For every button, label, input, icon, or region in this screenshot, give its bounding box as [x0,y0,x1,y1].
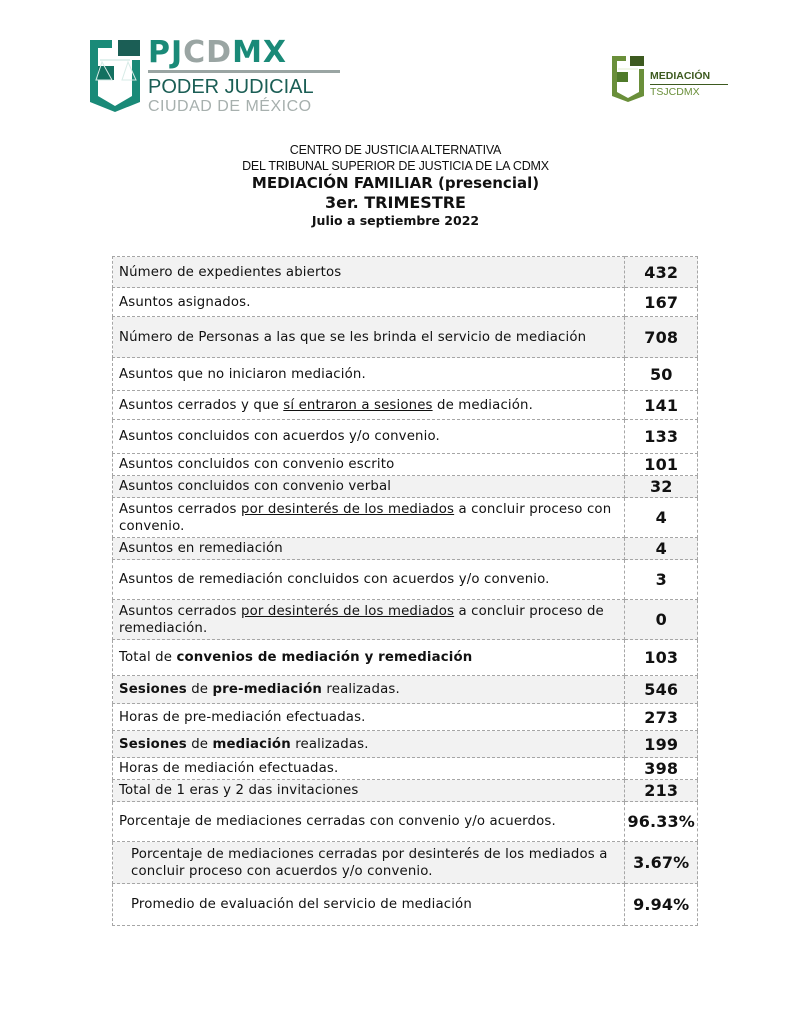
row-label: Total de 1 eras y 2 das invitaciones [113,780,625,802]
table-row [113,600,698,640]
row-label: Número de Personas a las que se les brinda el servicio de mediación [113,317,625,358]
document-header [0,142,791,229]
logo-subtitle: TSJCDMX [650,86,700,98]
table-row [113,317,698,358]
table-row [113,640,698,676]
table-row [113,288,698,317]
row-label: Sesiones de pre-mediación realizadas. [113,676,625,704]
row-value: 398 [625,758,698,780]
row-label: Asuntos en remediación [113,538,625,560]
row-value: 141 [625,391,698,420]
bold-phrase: convenios de mediación y remediación [176,650,473,665]
header-line-2: DEL TRIBUNAL SUPERIOR DE JUSTICIA DE LA CDMX [242,159,549,173]
row-value: 273 [625,704,698,731]
pjcdmx-logo [90,35,320,118]
underlined-phrase: sí entraron a sesiones [283,397,433,413]
institution-name: PODER JUDICIAL [148,76,314,98]
row-value: 0 [625,600,698,640]
row-label: Porcentaje de mediaciones cerradas con convenio y/o acuerdos. [113,802,625,842]
row-value: 103 [625,640,698,676]
row-value: 546 [625,676,698,704]
statistics-table [112,256,698,926]
row-label: Porcentaje de mediaciones cerradas por desinterés de los mediados a concluir proceso con acuerdos y/o convenio. [113,842,625,884]
table-row [113,498,698,538]
table-row [113,391,698,420]
row-value: 3 [625,560,698,600]
row-label: Asuntos concluidos con acuerdos y/o convenio. [113,420,625,454]
row-value: 133 [625,420,698,454]
row-label: Asuntos cerrados por desinterés de los mediados a concluir proceso con convenio. [113,498,625,538]
row-value: 4 [625,538,698,560]
document-title: MEDIACIÓN FAMILIAR (presencial) [251,174,540,192]
row-label: Sesiones de mediación realizadas. [113,731,625,758]
table-row [113,842,698,884]
table-row [113,560,698,600]
row-value: 167 [625,288,698,317]
row-value: 9.94% [625,884,698,926]
table-row [113,704,698,731]
institution-city: CIUDAD DE MÉXICO [148,98,312,115]
row-label: Asuntos de remediación concluidos con acuerdos y/o convenio. [113,560,625,600]
row-label: Asuntos concluidos con convenio escrito [113,454,625,476]
row-label: Asuntos asignados. [113,288,625,317]
table-row [113,257,698,288]
row-label: Asuntos cerrados por desinterés de los mediados a concluir proceso de remediación. [113,600,625,640]
row-label: Asuntos que no iniciaron mediación. [113,358,625,391]
row-value: 32 [625,476,698,498]
table-row [113,676,698,704]
row-value: 4 [625,498,698,538]
row-label: Promedio de evaluación del servicio de mediación [113,884,625,926]
row-value: 199 [625,731,698,758]
logo-divider [650,84,728,85]
header-line-1: CENTRO DE JUSTICIA ALTERNATIVA [289,143,502,157]
row-value: 96.33% [625,802,698,842]
row-value: 213 [625,780,698,802]
date-range: Julio a septiembre 2022 [311,213,480,228]
row-value: 101 [625,454,698,476]
table-row [113,454,698,476]
table-row [113,802,698,842]
row-label: Número de expedientes abiertos [113,257,625,288]
row-label: Horas de mediación efectuadas. [113,758,625,780]
underlined-phrase: por desinterés de los mediados [241,603,455,619]
row-label: Horas de pre-mediación efectuadas. [113,704,625,731]
table-row [113,358,698,391]
row-value: 708 [625,317,698,358]
period-title: 3er. TRIMESTRE [325,193,466,212]
scales-of-justice-shield-icon [90,40,140,112]
underlined-phrase: por desinterés de los mediados [241,501,455,517]
mediacion-tsjcdmx-logo [612,56,732,104]
row-label: Asuntos cerrados y que sí entraron a sesiones de mediación. [113,391,625,420]
table-row [113,731,698,758]
row-label: Total de convenios de mediación y remediación [113,640,625,676]
row-value: 3.67% [625,842,698,884]
brand-wordmark: PJCDMX [148,35,288,70]
table-row [113,884,698,926]
table-row [113,476,698,498]
logo-title: MEDIACIÓN [650,70,711,82]
row-label: Asuntos concluidos con convenio verbal [113,476,625,498]
logo-divider [148,70,340,73]
table-row [113,758,698,780]
row-value: 432 [625,257,698,288]
row-value: 50 [625,358,698,391]
table-row [113,780,698,802]
table-row [113,420,698,454]
mediation-shield-icon [612,56,644,102]
table-row [113,538,698,560]
